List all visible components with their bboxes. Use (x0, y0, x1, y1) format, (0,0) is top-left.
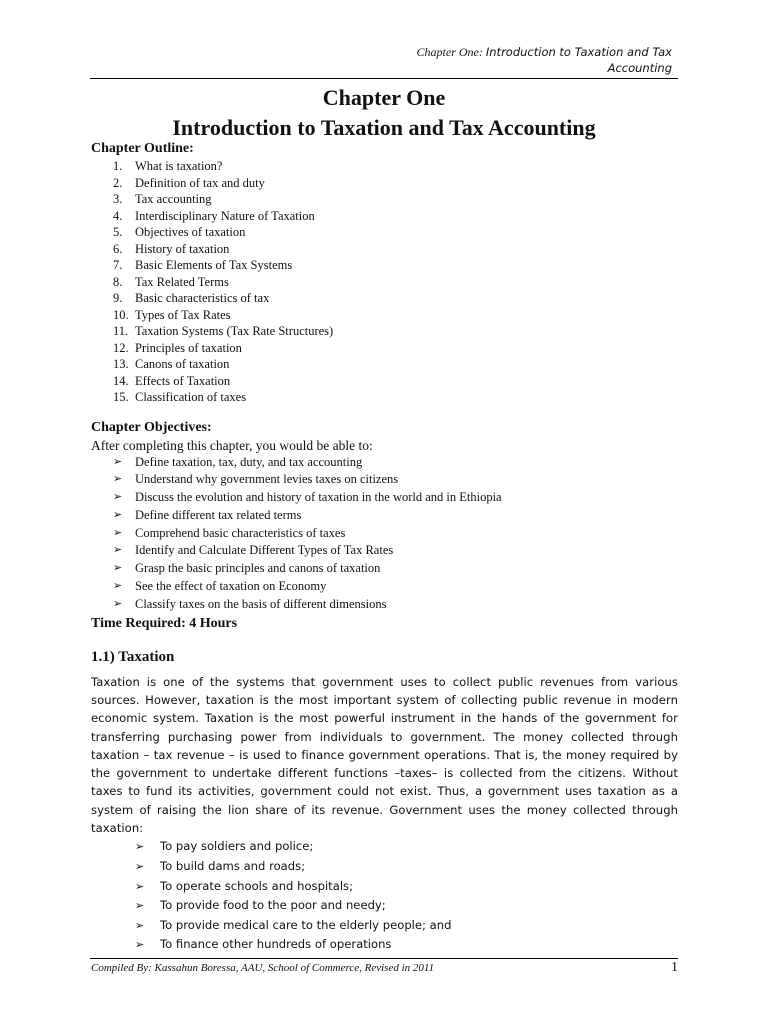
outline-item-number: 9. (113, 291, 123, 305)
page-number: 1 (671, 960, 678, 975)
outline-item (91, 307, 678, 324)
objective-item (91, 525, 678, 543)
outline-item-text: Basic characteristics of tax (135, 291, 270, 305)
outline-item-number: 7. (113, 258, 123, 272)
outline-item-text: Objectives of taxation (135, 225, 246, 239)
outline-item (91, 158, 678, 175)
objectives-intro: After completing this chapter, you would be able to: (91, 437, 373, 453)
arrow-bullet-icon: ➢ (113, 455, 123, 468)
use-item-text: To finance other hundreds of operations (160, 937, 392, 952)
objective-item-text: Define different tax related terms (135, 507, 302, 522)
outline-item (91, 191, 678, 208)
arrow-bullet-icon: ➢ (135, 859, 145, 873)
objectives-list (91, 454, 678, 614)
outline-item (91, 175, 678, 192)
outline-item (91, 290, 678, 307)
outline-item (91, 224, 678, 241)
outline-item (91, 373, 678, 390)
outline-item-text: Interdisciplinary Nature of Taxation (135, 208, 315, 223)
objective-item-text: Comprehend basic characteristics of taxes (135, 525, 346, 540)
outline-item-number: 11. (113, 324, 129, 338)
use-item (91, 896, 678, 916)
outline-item-number: 13. (113, 357, 129, 371)
page-content (91, 140, 678, 955)
outline-item-number: 6. (113, 241, 123, 256)
objective-item-text: See the effect of taxation on Economy (135, 579, 327, 594)
section-paragraph: Taxation is one of the systems that government uses to collect public revenues from various sources. However, taxation is the most important system of collecting public revenue in modern economic system. Taxation is the most powerful instrument in the hands of the government for transferring purchasing power from individuals to government. The money collected through taxation – tax revenue – is used to finance government operations. That is, the money required by the government to undertake different functions –taxes– is collected from the citizens. Without taxes to fund its activities, government could not exist. Thus, a government uses taxation as a system of raising the lion share of its revenue. Government uses the money collected through taxation: (91, 674, 678, 836)
arrow-bullet-icon: ➢ (113, 508, 123, 521)
outline-item (91, 257, 678, 274)
outline-item-number: 10. (113, 307, 129, 322)
outline-item (91, 323, 678, 340)
outline-item-number: 15. (113, 390, 129, 404)
outline-item-text: What is taxation? (135, 159, 223, 173)
outline-item-text: Tax accounting (135, 192, 212, 206)
use-item (91, 916, 678, 936)
running-head-title: Introduction to Taxation and Tax (485, 45, 672, 59)
outline-item-text: Definition of tax and duty (135, 175, 265, 190)
objective-item (91, 507, 678, 525)
objective-item-text: Define taxation, tax, duty, and tax accounting (135, 454, 363, 469)
footer-rule (90, 958, 678, 959)
outline-item-number: 14. (113, 373, 129, 388)
objective-item (91, 578, 678, 596)
outline-item-number: 4. (113, 208, 123, 223)
objective-item-text: Grasp the basic principles and canons of taxation (135, 561, 381, 576)
chapter-title-line1: Chapter One (322, 85, 446, 110)
outline-item-text: Taxation Systems (Tax Rate Structures) (135, 324, 334, 338)
outline-label: Chapter Outline: (91, 141, 194, 156)
outline-item-text: Effects of Taxation (135, 373, 231, 388)
government-uses-list (91, 837, 678, 955)
objective-item-text: Classify taxes on the basis of different dimensions (135, 596, 387, 611)
outline-item (91, 356, 678, 373)
outline-item-text: Types of Tax Rates (135, 307, 231, 322)
use-item-text: To operate schools and hospitals; (160, 878, 353, 893)
running-head-chapter: Chapter One: (416, 45, 486, 59)
chapter-outline-list (91, 158, 678, 406)
outline-item-number: 12. (113, 340, 129, 355)
chapter-title-line2: Introduction to Taxation and Tax Accounting (172, 115, 596, 140)
footer-credit: Compiled By: Kassahun Boressa, AAU, School of Commerce, Revised in 2011 (91, 962, 435, 974)
arrow-bullet-icon: ➢ (113, 473, 123, 486)
objective-item (91, 560, 678, 578)
arrow-bullet-icon: ➢ (135, 879, 145, 893)
time-required: Time Required: 4 Hours (91, 615, 238, 631)
arrow-bullet-icon: ➢ (113, 580, 123, 593)
outline-item-number: 8. (113, 274, 123, 289)
use-item (91, 935, 678, 955)
use-item-text: To provide food to the poor and needy; (160, 898, 386, 913)
use-item-text: To provide medical care to the elderly people; and (160, 917, 452, 932)
chapter-title (90, 83, 678, 143)
objective-item-text: Understand why government levies taxes on citizens (135, 472, 399, 487)
outline-item-number: 2. (113, 175, 123, 190)
outline-item-text: Classification of taxes (135, 390, 247, 404)
outline-item-number: 3. (113, 192, 123, 206)
arrow-bullet-icon: ➢ (113, 491, 123, 504)
outline-item-number: 1. (113, 159, 123, 173)
use-item-text: To pay soldiers and police; (160, 839, 314, 854)
arrow-bullet-icon: ➢ (113, 526, 123, 539)
arrow-bullet-icon: ➢ (113, 597, 123, 610)
arrow-bullet-icon: ➢ (135, 938, 145, 952)
objective-item (91, 454, 678, 472)
outline-item (91, 274, 678, 291)
use-item (91, 857, 678, 877)
arrow-bullet-icon: ➢ (113, 544, 123, 557)
outline-item-text: Canons of taxation (135, 357, 230, 371)
objective-item (91, 471, 678, 489)
objective-item-text: Discuss the evolution and history of taxation in the world and in Ethiopia (135, 490, 502, 505)
outline-item-text: Principles of taxation (135, 340, 242, 355)
objective-item (91, 489, 678, 507)
running-header (272, 44, 672, 76)
header-rule (90, 78, 678, 79)
outline-item (91, 208, 678, 225)
outline-item-text: Basic Elements of Tax Systems (135, 258, 293, 272)
section-heading: 1.1) Taxation (91, 648, 175, 665)
outline-item (91, 389, 678, 406)
use-item (91, 837, 678, 857)
outline-item-number: 5. (113, 225, 123, 239)
objectives-label: Chapter Objectives: (91, 419, 212, 435)
outline-item (91, 340, 678, 357)
outline-item (91, 241, 678, 258)
arrow-bullet-icon: ➢ (135, 918, 145, 932)
use-item (91, 877, 678, 897)
arrow-bullet-icon: ➢ (135, 840, 145, 854)
outline-item-text: Tax Related Terms (135, 274, 229, 289)
arrow-bullet-icon: ➢ (135, 899, 145, 913)
running-head-title-cont: Accounting (607, 61, 672, 75)
arrow-bullet-icon: ➢ (113, 562, 123, 575)
use-item-text: To build dams and roads; (160, 858, 306, 873)
outline-item-text: History of taxation (135, 241, 230, 256)
objective-item-text: Identify and Calculate Different Types of Tax Rates (135, 543, 394, 558)
objective-item (91, 596, 678, 614)
objective-item (91, 542, 678, 560)
